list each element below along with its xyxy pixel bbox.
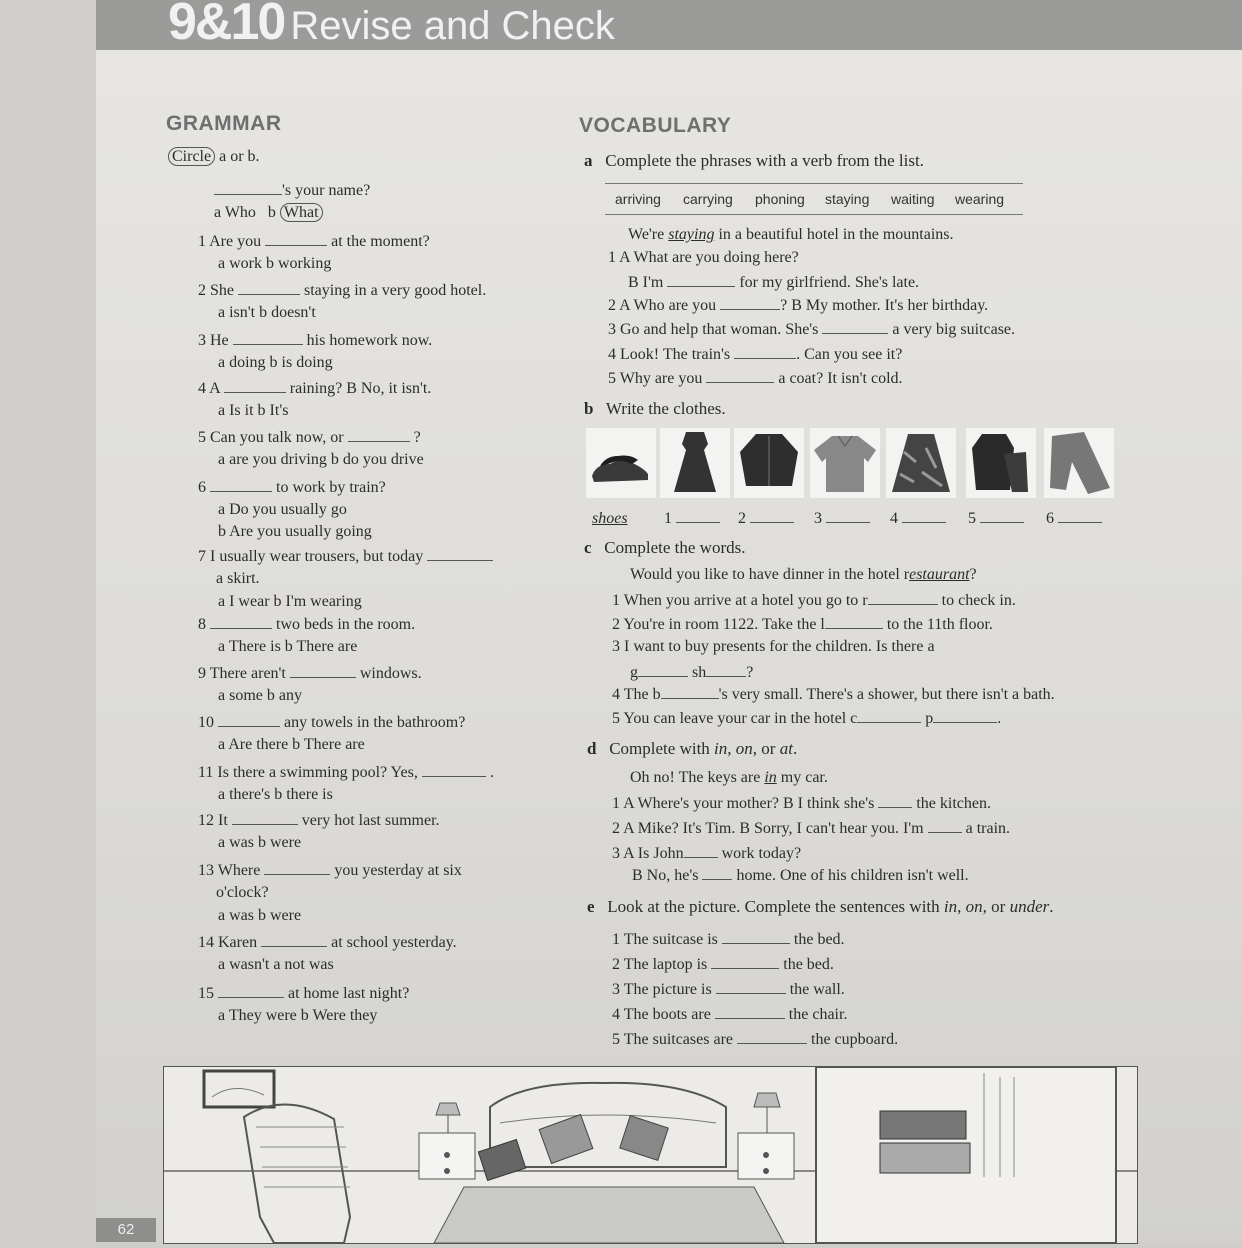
vocab-a-item-1a: 1 A What are you doing here? xyxy=(608,249,799,266)
section-letter: c xyxy=(584,538,592,557)
item-text: B I'm xyxy=(628,274,664,291)
answer-blank[interactable] xyxy=(427,546,493,561)
label-number: 4 xyxy=(890,510,898,527)
vocab-e-instruction xyxy=(587,898,1053,916)
example-answer: in xyxy=(764,769,777,786)
grammar-options[interactable]: a Are there b There are xyxy=(218,736,365,753)
question-after: at school yesterday. xyxy=(331,934,457,951)
answer-blank[interactable] xyxy=(218,983,284,998)
answer-blank[interactable] xyxy=(264,860,330,875)
item-text: the kitchen. xyxy=(916,795,991,812)
trousers-image xyxy=(1044,428,1114,498)
question-before: 4 A xyxy=(198,380,220,397)
answer-blank[interactable] xyxy=(825,614,883,629)
item-text: 2 A Mike? It's Tim. B Sorry, I can't hear you. I'm xyxy=(612,820,924,837)
instruction-text: , or xyxy=(752,739,776,758)
answer-blank[interactable] xyxy=(720,295,780,310)
clothes-label-3 xyxy=(814,508,870,528)
item-text: 2 The laptop is xyxy=(612,956,708,973)
item-text: 1 The suitcase is xyxy=(612,931,718,948)
question-before: 1 Are you xyxy=(198,233,262,250)
keyword: in xyxy=(714,739,728,758)
answer-blank[interactable] xyxy=(734,344,796,359)
vocab-c-item-1 xyxy=(612,590,1016,610)
item-text: a coat? It isn't cold. xyxy=(778,370,903,387)
grammar-question xyxy=(198,860,462,880)
label-number: 3 xyxy=(814,510,822,527)
question-before: 13 Where xyxy=(198,862,261,879)
example-answer: shoes xyxy=(592,510,628,527)
answer-blank[interactable] xyxy=(422,762,486,777)
grammar-question xyxy=(198,427,421,447)
item-text: a train. xyxy=(965,820,1011,837)
grammar-question xyxy=(198,378,431,398)
item-text: 2 A Who are you xyxy=(608,297,717,314)
grammar-question xyxy=(198,983,409,1003)
punct: . xyxy=(792,739,798,758)
item-text: 4 The b xyxy=(612,686,661,703)
vocab-a-item-3 xyxy=(608,319,1015,339)
grammar-question-line2: o'clock? xyxy=(216,884,269,901)
vocab-e-item-1 xyxy=(612,929,845,949)
answer-blank[interactable] xyxy=(706,368,774,383)
answer-blank[interactable] xyxy=(210,614,272,629)
item-text: 4 The boots are xyxy=(612,1006,711,1023)
item-text: the chair. xyxy=(788,1006,848,1023)
vocab-d-item-1 xyxy=(612,793,991,813)
question-after: staying in a very good hotel. xyxy=(304,282,487,299)
page-title xyxy=(168,0,615,52)
vocab-c-item-3b xyxy=(630,662,753,682)
instruction-text: Complete the words. xyxy=(604,538,746,557)
grammar-options[interactable]: a wasn't a not was xyxy=(218,956,334,973)
grammar-question xyxy=(198,280,486,300)
example-option-b-letter: b xyxy=(267,204,276,221)
grammar-options[interactable]: a I wear b I'm wearing xyxy=(218,593,362,610)
answer-blank[interactable] xyxy=(711,954,779,969)
grammar-options[interactable]: a Is it b It's xyxy=(218,402,289,419)
item-text: 4 Look! The train's xyxy=(608,346,731,363)
word-list-box xyxy=(605,183,1023,215)
vocab-a-item-1b xyxy=(628,272,919,292)
item-text: a very big suitcase. xyxy=(892,321,1016,338)
vocab-d-item-3b xyxy=(632,865,969,885)
item-text: 's very small. There's a shower, but there isn't a bath. xyxy=(718,686,1055,703)
word-item: waiting xyxy=(891,191,935,207)
instruction-rest: a or b. xyxy=(219,148,260,165)
vocab-e-item-5 xyxy=(612,1029,898,1049)
grammar-options[interactable]: a Do you usually go xyxy=(218,501,347,518)
example-before: Would you like to have dinner in the hotel r xyxy=(630,566,910,583)
item-text: 3 A Is John xyxy=(612,845,684,862)
answer-blank[interactable] xyxy=(1058,508,1102,523)
word-item: wearing xyxy=(955,191,1005,207)
example-after: ? xyxy=(969,566,977,583)
question-before: 2 She xyxy=(198,282,234,299)
keyword: under xyxy=(1009,897,1050,916)
shoes-image xyxy=(586,428,656,498)
question-before: 12 It xyxy=(198,812,228,829)
example-answer: staying xyxy=(668,226,715,243)
question-before: 15 xyxy=(198,985,214,1002)
item-text: 1 When you arrive at a hotel you go to r xyxy=(612,592,868,609)
label-number: 2 xyxy=(738,510,746,527)
answer-blank[interactable] xyxy=(716,979,786,994)
skirt-image xyxy=(886,428,956,498)
grammar-question xyxy=(198,712,465,732)
grammar-options[interactable]: a work b working xyxy=(218,255,332,272)
answer-blank[interactable] xyxy=(928,818,962,833)
question-after: at the moment? xyxy=(331,233,430,250)
item-text: to the 11th floor. xyxy=(886,616,993,633)
vocab-c-item-2 xyxy=(612,614,993,634)
question-after: raining? B No, it isn't. xyxy=(289,380,432,397)
grammar-options[interactable]: a some b any xyxy=(218,687,302,704)
item-text: 5 You can leave your car in the hotel c xyxy=(612,710,858,727)
item-text: . Can you see it? xyxy=(796,346,903,363)
grammar-options[interactable]: a was b were xyxy=(218,907,302,924)
grammar-options[interactable]: a They were b Were they xyxy=(218,1007,378,1024)
example-option-b-circled: What xyxy=(280,203,323,222)
vocab-a-instruction xyxy=(584,152,924,170)
answer-blank[interactable] xyxy=(715,1004,785,1019)
answer-blank[interactable] xyxy=(706,662,746,677)
question-after: . xyxy=(489,764,494,781)
item-text: B No, he's xyxy=(632,867,699,884)
answer-blank[interactable] xyxy=(661,684,719,699)
answer-blank[interactable] xyxy=(232,810,298,825)
item-text: for my girlfriend. She's late. xyxy=(739,274,920,291)
example-option-a: a Who xyxy=(214,204,256,221)
section-letter: e xyxy=(587,897,595,916)
instruction-text: Complete with xyxy=(609,739,710,758)
answer-blank[interactable] xyxy=(265,231,327,246)
vocab-d-item-3 xyxy=(612,843,801,863)
clothes-label-1 xyxy=(664,508,720,528)
bedroom-illustration xyxy=(163,1066,1138,1244)
grammar-question-line2: a skirt. xyxy=(216,570,260,587)
answer-blank[interactable] xyxy=(737,1029,807,1044)
section-letter: a xyxy=(584,151,593,170)
answer-blank[interactable] xyxy=(667,272,735,287)
keyword: on xyxy=(735,739,753,758)
letter-hint: g xyxy=(630,664,638,681)
vocab-c-instruction xyxy=(584,539,745,557)
example-before: We're xyxy=(628,226,665,243)
question-after: any towels in the bathroom? xyxy=(284,714,466,731)
word-item: carrying xyxy=(683,191,733,207)
question-before: 10 xyxy=(198,714,214,731)
clothes-label-4 xyxy=(890,508,946,528)
question-after: windows. xyxy=(359,665,422,682)
question-before: 8 xyxy=(198,616,206,633)
grammar-example-options xyxy=(214,204,323,222)
grammar-options[interactable]: a there's b there is xyxy=(218,786,333,803)
grammar-question xyxy=(198,614,415,634)
answer-blank[interactable] xyxy=(826,508,870,523)
grammar-question xyxy=(198,932,457,952)
grammar-question xyxy=(198,477,386,497)
item-text: 5 Why are you xyxy=(608,370,703,387)
instruction-text: Write the clothes. xyxy=(605,399,726,418)
answer-blank[interactable] xyxy=(214,180,282,195)
question-before: 14 Karen xyxy=(198,934,258,951)
clothes-label-6 xyxy=(1046,508,1102,528)
instruction-text: , or xyxy=(982,897,1006,916)
example-answer: estaurant xyxy=(909,566,970,583)
question-before: 3 He xyxy=(198,332,229,349)
vocab-e-item-3 xyxy=(612,979,845,999)
vocab-e-item-4 xyxy=(612,1004,847,1024)
label-number: 6 xyxy=(1046,510,1054,527)
jacket-image xyxy=(734,428,804,498)
section-letter: d xyxy=(587,739,597,758)
vocab-c-example xyxy=(630,566,977,584)
vocab-c-item-3: 3 I want to buy presents for the children. Is there a xyxy=(612,638,935,655)
clothes-example xyxy=(592,510,628,528)
vocabulary-heading: VOCABULARY xyxy=(579,114,732,137)
punct: , xyxy=(727,739,732,758)
grammar-options[interactable]: b Are you usually going xyxy=(218,523,372,540)
item-text: 2 You're in room 1122. Take the l xyxy=(612,616,825,633)
question-before: 5 Can you talk now, or xyxy=(198,429,344,446)
keyword: at xyxy=(779,739,793,758)
vocab-b-instruction xyxy=(584,400,726,418)
vocab-a-item-4 xyxy=(608,344,902,364)
answer-blank[interactable] xyxy=(857,708,921,723)
unit-title: Revise and Check xyxy=(290,4,615,48)
vocab-d-instruction xyxy=(587,740,797,758)
section-letter: b xyxy=(584,399,594,418)
unit-number: 9&10 xyxy=(168,0,285,51)
item-text: the cupboard. xyxy=(811,1031,899,1048)
vocab-e-item-2 xyxy=(612,954,834,974)
answer-blank[interactable] xyxy=(868,590,938,605)
label-number: 1 xyxy=(664,510,672,527)
word-item: arriving xyxy=(615,191,661,207)
item-text: 1 A Where's your mother? B I think she's xyxy=(612,795,875,812)
grammar-question xyxy=(198,231,430,251)
vocab-d-item-2 xyxy=(612,818,1010,838)
answer-blank[interactable] xyxy=(218,712,280,727)
question-after: two beds in the room. xyxy=(276,616,416,633)
grammar-question xyxy=(198,762,494,782)
question-before: 11 Is there a swimming pool? Yes, xyxy=(198,764,418,781)
grammar-question xyxy=(198,810,440,830)
answer-blank[interactable] xyxy=(348,427,410,442)
example-before: Oh no! The keys are xyxy=(630,769,761,786)
answer-blank[interactable] xyxy=(684,843,718,858)
item-text: to check in. xyxy=(941,592,1016,609)
item-text: 5 The suitcases are xyxy=(612,1031,733,1048)
grammar-example-question xyxy=(214,180,370,200)
vocab-a-example xyxy=(628,226,954,244)
item-text: ? xyxy=(746,664,754,681)
keyword: in xyxy=(943,897,958,916)
vocab-a-item-2 xyxy=(608,295,988,315)
item-text: . xyxy=(997,710,1002,727)
question-before: 6 xyxy=(198,479,206,496)
grammar-options[interactable]: a was b were xyxy=(218,834,302,851)
question-before: 7 I usually wear trousers, but today xyxy=(198,548,424,565)
item-text: work today? xyxy=(721,845,802,862)
vocab-c-item-4 xyxy=(612,684,1055,704)
punct: , xyxy=(957,897,962,916)
letter-hint: p xyxy=(925,710,934,727)
grammar-question xyxy=(198,330,432,350)
grammar-options[interactable]: a There is b There are xyxy=(218,638,358,655)
answer-blank[interactable] xyxy=(902,508,946,523)
vocab-a-item-5 xyxy=(608,368,903,388)
item-text: ? B My mother. It's her birthday. xyxy=(780,297,989,314)
answer-blank[interactable] xyxy=(933,708,997,723)
example-after: in a beautiful hotel in the mountains. xyxy=(718,226,954,243)
item-text: home. One of his children isn't well. xyxy=(736,867,969,884)
label-number: 5 xyxy=(968,510,976,527)
answer-blank[interactable] xyxy=(722,929,790,944)
grammar-question xyxy=(198,663,422,683)
grammar-question xyxy=(198,546,493,566)
question-after: very hot last summer. xyxy=(301,812,440,829)
answer-blank[interactable] xyxy=(224,378,286,393)
answer-blank[interactable] xyxy=(702,865,732,880)
grammar-options[interactable]: a isn't b doesn't xyxy=(218,304,316,321)
item-text: the bed. xyxy=(793,931,845,948)
question-after: you yesterday at six xyxy=(334,862,462,879)
question-after: his homework now. xyxy=(306,332,433,349)
question-before: 9 There aren't xyxy=(198,665,286,682)
grammar-options[interactable]: a are you driving b do you drive xyxy=(218,451,424,468)
grammar-options[interactable]: a doing b is doing xyxy=(218,354,333,371)
item-text: 3 The picture is xyxy=(612,981,712,998)
answer-blank[interactable] xyxy=(261,932,327,947)
instruction-text: Look at the picture. Complete the sentences with xyxy=(607,897,940,916)
answer-blank[interactable] xyxy=(290,663,356,678)
keyword: on xyxy=(965,897,983,916)
example-question-text: 's your name? xyxy=(282,182,371,199)
item-text: the bed. xyxy=(783,956,834,973)
question-after: at home last night? xyxy=(288,985,410,1002)
clothes-label-5 xyxy=(968,508,1024,528)
grammar-instruction xyxy=(168,148,260,166)
answer-blank[interactable] xyxy=(878,793,912,808)
shirt-image xyxy=(810,428,880,498)
question-after: to work by train? xyxy=(276,479,386,496)
page-number: 62 xyxy=(96,1218,156,1242)
question-after: ? xyxy=(413,429,421,446)
answer-blank[interactable] xyxy=(238,280,300,295)
item-text: the wall. xyxy=(789,981,845,998)
letter-hint: sh xyxy=(692,664,707,681)
answer-blank[interactable] xyxy=(750,508,794,523)
instruction-text: Complete the phrases with a verb from the list. xyxy=(605,151,924,170)
answer-blank[interactable] xyxy=(233,330,303,345)
answer-blank[interactable] xyxy=(676,508,720,523)
answer-blank[interactable] xyxy=(980,508,1024,523)
answer-blank[interactable] xyxy=(638,662,688,677)
punct: . xyxy=(1049,897,1054,916)
vocab-d-example xyxy=(630,769,828,787)
vocab-c-item-5 xyxy=(612,708,1001,728)
answer-blank[interactable] xyxy=(822,319,888,334)
example-after: my car. xyxy=(780,769,828,786)
item-text: 3 Go and help that woman. She's xyxy=(608,321,819,338)
dress-image xyxy=(660,428,730,498)
word-item: phoning xyxy=(755,191,805,207)
suit-image xyxy=(966,428,1036,498)
word-item: staying xyxy=(825,191,870,207)
answer-blank[interactable] xyxy=(210,477,272,492)
circle-word: Circle xyxy=(168,147,215,166)
grammar-heading: GRAMMAR xyxy=(166,112,282,135)
clothes-label-2 xyxy=(738,508,794,528)
